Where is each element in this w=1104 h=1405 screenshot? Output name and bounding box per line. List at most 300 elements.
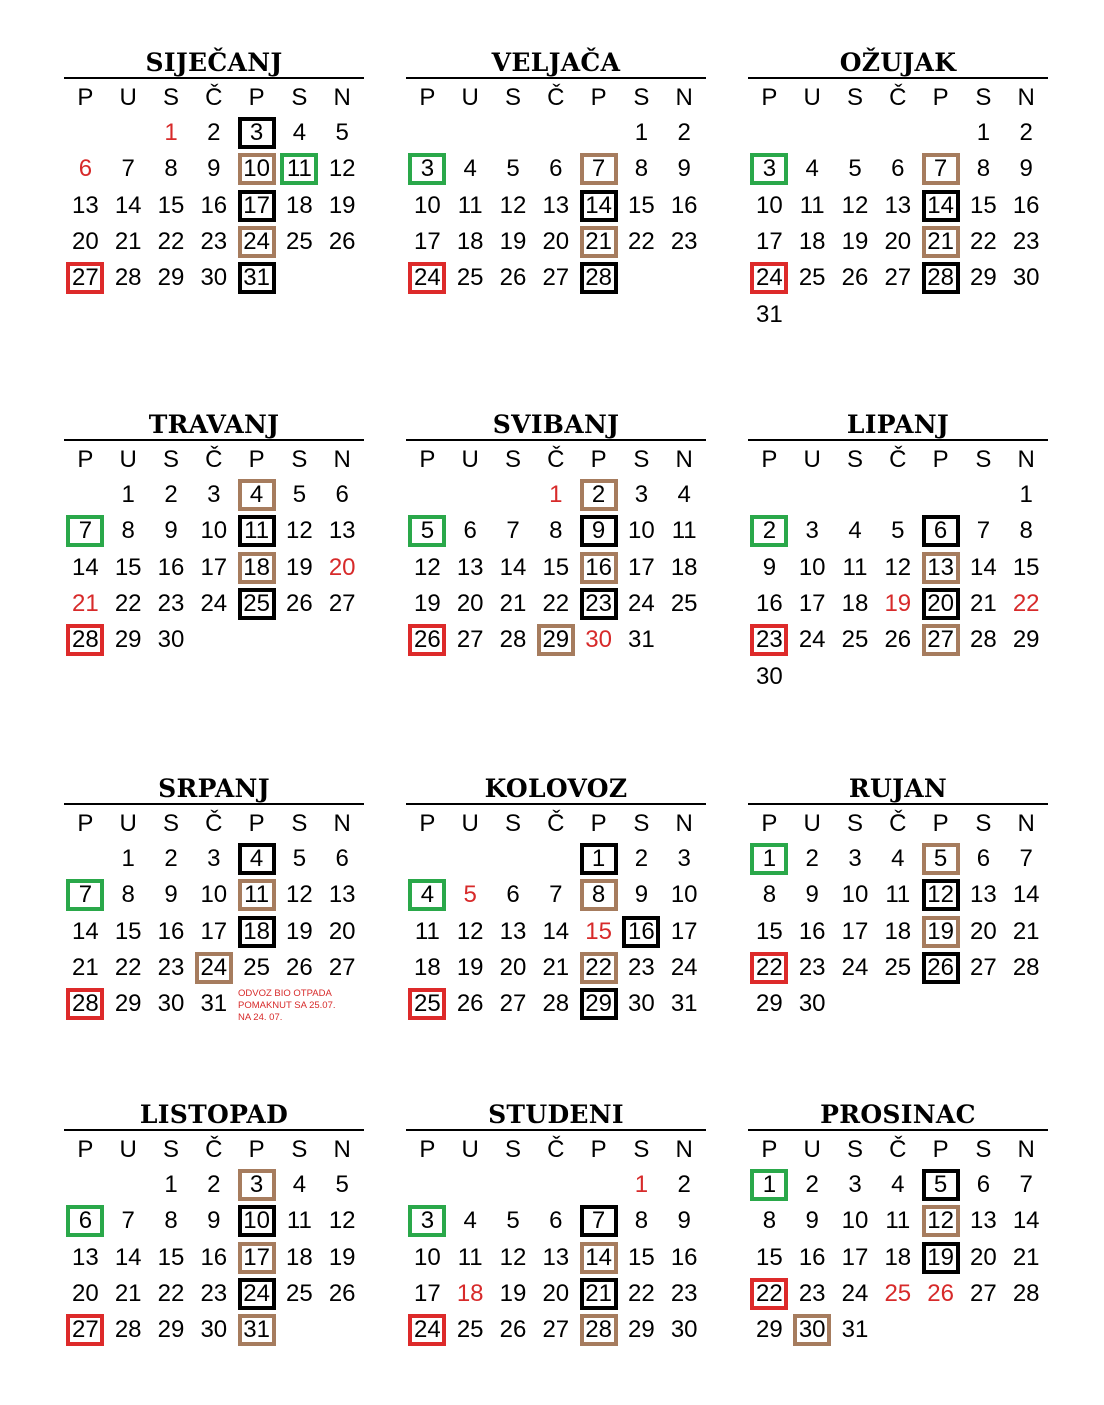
day-cell: 5 — [292, 481, 307, 508]
day-cell: 27 — [970, 1279, 997, 1307]
day-cell: 30 — [200, 264, 228, 292]
day-cell: 3 — [677, 845, 691, 872]
day-cell: 8 — [634, 155, 649, 183]
day-cell: 22 — [157, 1279, 185, 1307]
weekday-label: S — [633, 810, 650, 837]
day-cell: 14 — [499, 553, 527, 581]
day-cell: 22 — [114, 953, 142, 981]
weekday-label: P — [248, 1136, 265, 1163]
day-cell: 23 — [157, 589, 185, 617]
note-line-1: ODVOZ BIO OTPADA — [238, 988, 332, 999]
day-cell: 2 — [164, 481, 178, 508]
weekday-label: P — [761, 1136, 778, 1163]
day-cell: 16 — [200, 1243, 228, 1271]
weekday-label: P — [590, 810, 607, 837]
day-cell: 15 — [756, 917, 783, 945]
day-cell: 22 — [970, 227, 997, 255]
day-cell: 21 — [72, 953, 99, 981]
weekday-label: U — [803, 810, 821, 837]
day-cell: 15 — [756, 1243, 783, 1271]
day-cell: 1 — [1019, 481, 1033, 508]
month-ožujak — [748, 44, 1048, 344]
day-cell-brown-box: 7 — [922, 153, 960, 185]
day-cell: 15 — [114, 553, 142, 581]
day-cell: 15 — [970, 191, 997, 219]
day-cell-black-box: 7 — [580, 1205, 618, 1237]
weekday-label: P — [761, 84, 778, 111]
day-cell: 4 — [805, 155, 819, 183]
day-cell: 31 — [841, 1316, 869, 1344]
day-cell: 19 — [499, 1279, 527, 1307]
day-cell: 11 — [842, 553, 868, 581]
day-cell: 9 — [634, 881, 649, 909]
weekday-label: S — [162, 1136, 179, 1163]
day-cell: 23 — [628, 953, 655, 981]
day-cell: 29 — [756, 990, 783, 1018]
day-cell: 7 — [1019, 1171, 1033, 1198]
day-cell: 1 — [634, 119, 649, 146]
day-cell: 30 — [798, 990, 826, 1018]
weekday-header — [406, 79, 706, 117]
month-rujan — [748, 770, 1048, 1070]
weekday-label: N — [1017, 1136, 1035, 1163]
day-cell-red-box: 24 — [408, 262, 446, 294]
day-cell: 20 — [970, 917, 997, 945]
day-cell: 25 — [798, 264, 826, 292]
day-cell: 16 — [670, 191, 698, 219]
day-cell: 21 — [499, 589, 527, 617]
day-cell: 11 — [286, 1207, 312, 1235]
weekday-label: U — [803, 1136, 821, 1163]
day-cell: 23 — [670, 1279, 698, 1307]
weekday-label: N — [1017, 84, 1035, 111]
day-cell: 19 — [414, 589, 441, 617]
day-cell: 7 — [1019, 845, 1033, 872]
day-cell: 27 — [542, 1316, 570, 1344]
month-title: SRPANJ — [64, 770, 364, 805]
weekday-label: S — [291, 1136, 308, 1163]
weekday-label: Č — [889, 84, 907, 111]
weekday-label: S — [633, 446, 650, 473]
day-cell: 18 — [841, 589, 869, 617]
weekday-label: Č — [205, 446, 223, 473]
day-cell-green-box: 1 — [750, 1169, 788, 1201]
weekday-label: S — [291, 810, 308, 837]
day-cell-brown-box: 21 — [580, 226, 618, 258]
day-cell-black-box: 11 — [238, 515, 276, 547]
day-cell: 11 — [885, 881, 911, 909]
day-cell: 16 — [157, 917, 185, 945]
day-cell: 23 — [1012, 227, 1040, 255]
weekday-label: S — [162, 446, 179, 473]
day-cell: 8 — [164, 155, 178, 183]
day-cell: 7 — [976, 517, 991, 545]
day-cell: 11 — [457, 191, 483, 219]
day-cell: 10 — [841, 881, 869, 909]
weekday-label: U — [461, 810, 479, 837]
day-cell: 20 — [884, 227, 912, 255]
day-cell: 21 — [114, 227, 142, 255]
day-cell: 13 — [72, 1243, 99, 1271]
weekday-label: P — [761, 810, 778, 837]
day-cell-red-box: 24 — [408, 1314, 446, 1346]
day-cell: 14 — [542, 917, 570, 945]
weekday-label: N — [333, 810, 351, 837]
day-cell: 18 — [456, 1279, 484, 1307]
day-cell: 31 — [670, 990, 698, 1018]
weekday-label: P — [419, 446, 436, 473]
day-cell: 3 — [207, 845, 221, 872]
day-cell-black-box: 14 — [580, 190, 618, 222]
day-cell: 29 — [970, 264, 997, 292]
day-cell: 24 — [628, 589, 655, 617]
day-cell: 20 — [542, 1279, 570, 1307]
day-cell: 8 — [1019, 517, 1033, 545]
day-cell: 28 — [542, 990, 570, 1018]
month-title: KOLOVOZ — [406, 770, 706, 805]
day-cell: 25 — [456, 1316, 484, 1344]
weekday-label: S — [504, 1136, 521, 1163]
day-cell: 23 — [157, 953, 185, 981]
day-cell-red-box: 22 — [750, 1278, 788, 1310]
weekday-label: P — [419, 1136, 436, 1163]
day-cell: 4 — [848, 517, 862, 545]
day-cell-black-box: 23 — [580, 588, 618, 620]
day-cell-black-box: 24 — [238, 1278, 276, 1310]
day-cell: 15 — [157, 191, 185, 219]
day-cell: 6 — [335, 845, 349, 872]
month-title: OŽUJAK — [748, 44, 1048, 79]
day-cell-brown-box: 3 — [238, 1169, 276, 1201]
day-cell: 4 — [891, 1171, 905, 1198]
day-cell: 21 — [970, 589, 997, 617]
day-cell-black-box: 4 — [238, 843, 276, 875]
day-cell: 11 — [799, 191, 825, 219]
day-cell: 5 — [335, 1171, 349, 1198]
day-cell-brown-box: 16 — [580, 552, 618, 584]
weekday-label: P — [932, 810, 949, 837]
day-cell: 11 — [671, 517, 697, 545]
day-cell-black-box: 9 — [580, 515, 618, 547]
day-cell-green-box: 6 — [66, 1205, 104, 1237]
day-cell: 13 — [970, 1207, 997, 1235]
day-cell: 5 — [506, 155, 520, 183]
day-cell-brown-box: 18 — [238, 552, 276, 584]
day-cell-green-box: 5 — [408, 515, 446, 547]
weekday-label: N — [675, 1136, 693, 1163]
day-cell: 4 — [891, 845, 905, 872]
day-cell: 9 — [805, 1207, 819, 1235]
weekday-label: P — [932, 84, 949, 111]
day-cell: 30 — [628, 990, 655, 1018]
day-cell-brown-box: 7 — [580, 153, 618, 185]
day-cell-brown-box: 14 — [580, 1242, 618, 1274]
day-cell: 12 — [286, 517, 313, 545]
day-cell-black-box: 20 — [922, 588, 960, 620]
day-cell-green-box: 7 — [66, 879, 104, 911]
day-cell: 10 — [670, 881, 698, 909]
day-cell-green-box: 2 — [750, 515, 788, 547]
day-cell: 10 — [414, 1243, 441, 1271]
day-cell: 17 — [798, 589, 826, 617]
day-cell-green-box: 11 — [280, 153, 318, 185]
weekday-label: P — [932, 1136, 949, 1163]
weekday-label: P — [761, 446, 778, 473]
weekday-label: S — [975, 446, 992, 473]
day-cell: 13 — [328, 517, 356, 545]
day-cell: 20 — [72, 1279, 99, 1307]
day-cell: 6 — [891, 155, 905, 183]
day-cell-black-box: 16 — [622, 916, 660, 948]
weekday-label: N — [1017, 446, 1035, 473]
day-cell: 20 — [542, 227, 570, 255]
day-cell: 13 — [72, 191, 99, 219]
weekday-label: S — [975, 84, 992, 111]
day-cell: 16 — [157, 553, 185, 581]
day-cell: 1 — [121, 481, 135, 508]
day-cell: 9 — [164, 517, 178, 545]
day-cell: 18 — [286, 191, 313, 219]
day-cell: 13 — [499, 917, 527, 945]
day-cell: 21 — [542, 953, 570, 981]
day-cell-green-box: 7 — [66, 515, 104, 547]
day-cell: 19 — [884, 589, 912, 617]
weekday-label: Č — [205, 810, 223, 837]
day-cell-brown-box: 21 — [922, 226, 960, 258]
day-cell: 17 — [200, 553, 228, 581]
weekday-label: S — [291, 84, 308, 111]
day-cell: 16 — [798, 1243, 826, 1271]
day-cell: 15 — [114, 917, 142, 945]
day-cell: 30 — [670, 1316, 698, 1344]
day-cell: 1 — [121, 845, 135, 872]
day-cell-brown-box: 28 — [580, 1314, 618, 1346]
day-cell: 13 — [542, 1243, 570, 1271]
day-cell-black-box: 5 — [922, 1169, 960, 1201]
day-cell: 10 — [841, 1207, 869, 1235]
day-cell: 17 — [670, 917, 698, 945]
day-cell: 26 — [286, 589, 313, 617]
weekday-label: N — [675, 84, 693, 111]
day-cell-brown-box: 24 — [195, 952, 233, 984]
day-cell: 28 — [499, 626, 527, 654]
day-cell: 31 — [628, 626, 655, 654]
weekday-label: S — [504, 446, 521, 473]
day-cell: 8 — [549, 517, 563, 545]
day-cell: 17 — [756, 227, 783, 255]
day-cell: 2 — [805, 845, 819, 872]
day-cell: 28 — [114, 1316, 142, 1344]
day-cell: 27 — [970, 953, 997, 981]
month-veljača — [406, 44, 706, 344]
day-cell: 9 — [1019, 155, 1033, 183]
day-cell-black-box: 25 — [238, 588, 276, 620]
day-cell: 26 — [328, 1279, 356, 1307]
day-cell: 2 — [1019, 119, 1033, 146]
weekday-header — [748, 441, 1048, 479]
weekday-label: N — [333, 446, 351, 473]
day-cell: 16 — [756, 589, 783, 617]
weekday-label: P — [590, 84, 607, 111]
day-cell-black-box: 18 — [238, 916, 276, 948]
day-cell: 11 — [457, 1243, 483, 1271]
day-cell: 30 — [756, 662, 783, 690]
weekday-label: P — [248, 810, 265, 837]
month-svibanj — [406, 406, 706, 706]
weekday-header — [64, 441, 364, 479]
day-cell: 24 — [841, 953, 869, 981]
day-cell: 14 — [114, 191, 142, 219]
day-cell: 6 — [549, 1207, 563, 1235]
day-cell: 26 — [927, 1279, 954, 1307]
weekday-label: Č — [547, 810, 565, 837]
day-cell: 23 — [670, 227, 698, 255]
day-cell: 13 — [328, 881, 356, 909]
month-title: SVIBANJ — [406, 406, 706, 441]
weekday-label: P — [77, 84, 94, 111]
day-cell-brown-box: 4 — [238, 479, 276, 511]
month-title: PROSINAC — [748, 1096, 1048, 1131]
day-cell-black-box: 19 — [922, 1242, 960, 1274]
day-cell: 25 — [243, 953, 270, 981]
day-cell-brown-box: 22 — [580, 952, 618, 984]
weekday-header — [406, 805, 706, 843]
weekday-label: S — [846, 1136, 863, 1163]
month-listopad — [64, 1096, 364, 1396]
day-cell: 12 — [456, 917, 484, 945]
day-cell: 14 — [114, 1243, 142, 1271]
month-title: VELJAČA — [406, 44, 706, 79]
weekday-label: U — [803, 446, 821, 473]
day-cell: 9 — [207, 1207, 221, 1235]
day-cell: 6 — [463, 517, 477, 545]
day-cell: 26 — [499, 264, 527, 292]
day-cell: 13 — [884, 191, 912, 219]
weekday-label: N — [1017, 810, 1035, 837]
day-cell: 6 — [549, 155, 563, 183]
weekday-label: U — [119, 446, 137, 473]
day-cell: 7 — [549, 881, 563, 909]
day-cell: 25 — [286, 227, 313, 255]
day-cell-black-box: 6 — [922, 515, 960, 547]
day-cell: 6 — [335, 481, 349, 508]
month-title: SIJEČANJ — [64, 44, 364, 79]
day-cell: 8 — [121, 517, 135, 545]
day-cell-brown-box: 10 — [238, 153, 276, 185]
day-cell: 25 — [884, 1279, 912, 1307]
day-cell: 2 — [805, 1171, 819, 1198]
day-cell: 20 — [72, 227, 99, 255]
weekday-label: U — [119, 84, 137, 111]
day-cell: 18 — [884, 1243, 912, 1271]
day-cell: 10 — [798, 553, 826, 581]
day-cell: 15 — [542, 553, 570, 581]
day-cell: 12 — [884, 553, 912, 581]
weekday-label: P — [248, 84, 265, 111]
weekday-label: S — [162, 810, 179, 837]
day-cell: 11 — [414, 917, 440, 945]
day-cell-red-box: 28 — [66, 624, 104, 656]
weekday-header — [748, 805, 1048, 843]
day-cell-black-box: 1 — [580, 843, 618, 875]
day-cell-green-box: 1 — [750, 843, 788, 875]
day-cell: 20 — [456, 589, 484, 617]
day-cell-black-box: 3 — [238, 117, 276, 149]
day-cell: 19 — [456, 953, 484, 981]
month-title: STUDENI — [406, 1096, 706, 1131]
note-line-2: POMAKNUT SA 25.07. — [238, 1000, 336, 1011]
weekday-header — [64, 79, 364, 117]
weekday-label: S — [633, 84, 650, 111]
weekday-label: U — [119, 1136, 137, 1163]
day-cell-brown-box: 24 — [238, 226, 276, 258]
month-studeni — [406, 1096, 706, 1396]
weekday-header — [406, 441, 706, 479]
weekday-label: N — [675, 810, 693, 837]
day-cell: 19 — [286, 553, 313, 581]
day-cell: 18 — [670, 553, 698, 581]
day-cell: 4 — [677, 481, 691, 508]
weekday-label: Č — [889, 446, 907, 473]
day-cell: 31 — [200, 990, 228, 1018]
weekday-label: S — [975, 810, 992, 837]
weekday-label: U — [461, 1136, 479, 1163]
weekday-label: Č — [205, 1136, 223, 1163]
day-cell: 27 — [456, 626, 484, 654]
day-cell: 26 — [884, 626, 912, 654]
weekday-label: P — [77, 1136, 94, 1163]
weekday-label: Č — [889, 810, 907, 837]
day-cell: 8 — [762, 881, 777, 909]
day-cell: 30 — [200, 1316, 228, 1344]
day-cell: 12 — [499, 1243, 527, 1271]
day-cell: 19 — [841, 227, 869, 255]
day-cell: 30 — [1012, 264, 1040, 292]
day-cell: 7 — [121, 1207, 135, 1235]
day-cell-red-box: 28 — [66, 988, 104, 1020]
day-cell: 28 — [1012, 953, 1040, 981]
note-line-3: NA 24. 07. — [238, 1012, 283, 1023]
day-cell: 27 — [328, 589, 356, 617]
weekday-label: N — [333, 1136, 351, 1163]
day-cell: 23 — [200, 227, 228, 255]
day-cell-red-box: 27 — [66, 262, 104, 294]
day-cell: 9 — [207, 155, 221, 183]
weekday-label: P — [77, 446, 94, 473]
day-cell: 25 — [670, 589, 698, 617]
day-cell-brown-box: 19 — [922, 916, 960, 948]
weekday-label: Č — [547, 84, 565, 111]
month-kolovoz — [406, 770, 706, 1070]
day-cell: 8 — [634, 1207, 649, 1235]
day-cell: 18 — [286, 1243, 313, 1271]
day-cell: 27 — [328, 953, 356, 981]
day-cell: 24 — [798, 626, 826, 654]
day-cell: 20 — [970, 1243, 997, 1271]
day-cell: 30 — [585, 626, 612, 654]
day-cell-black-box: 17 — [238, 190, 276, 222]
day-cell: 27 — [542, 264, 570, 292]
day-cell: 29 — [157, 264, 185, 292]
day-cell: 8 — [164, 1207, 178, 1235]
day-cell: 21 — [1012, 1243, 1040, 1271]
day-cell: 12 — [286, 881, 313, 909]
day-cell: 2 — [677, 1171, 691, 1198]
day-cell: 5 — [506, 1207, 520, 1235]
weekday-label: P — [248, 446, 265, 473]
weekday-label: Č — [547, 446, 565, 473]
day-cell: 5 — [891, 517, 905, 545]
